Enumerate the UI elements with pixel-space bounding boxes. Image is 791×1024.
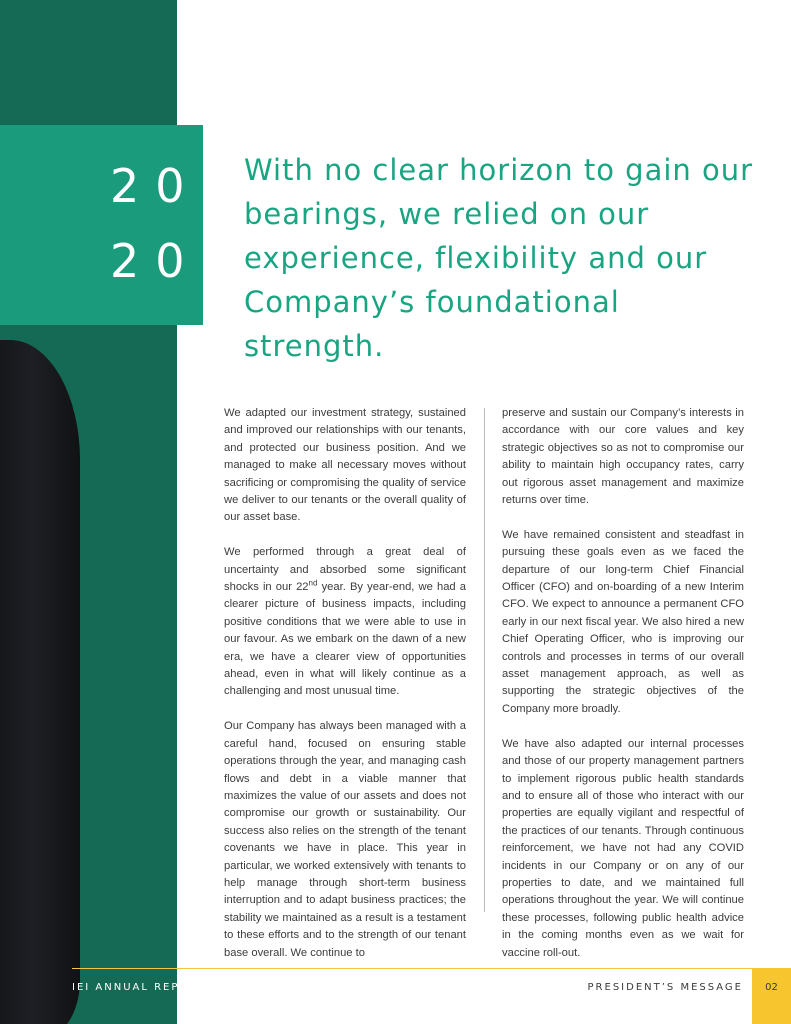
right-paragraph-3: We have also adapted our internal processes and those of our property management partners to implement rigorous public health standards and to ensure all of those who interact with our properties are equally vigilant and respectful of the practices of our tenants. Through continuous reinforcement, we have not had any COVID incidents in our Company or on any of our properties to date, and we maintained full operations throughout the year. We will continue these processes, following public health advice in the coming months even as we wait for vaccine roll-out. [502, 737, 744, 959]
page-number: 02 [765, 982, 778, 993]
ordinal-suffix: nd [308, 578, 318, 588]
right-column [502, 405, 744, 979]
left-paragraph-2-start: We performed through a great deal of uncertainty and absorbed some significant shocks in our 22 [224, 546, 466, 594]
left-paragraph-2 [224, 544, 466, 701]
left-paragraph-3: Our Company has always been managed with a careful hand, focused on ensuring stable operations through the year, and managing cash flows and debt in a viable manner that maximizes the value of our assets and does not compromise our growth or sustainability. Our success also relies on the strength of the tenant covenants we have in place. This year in particular, we worked extensively with tenants to help manage through short-term business interruption and to adapt business practices; the stability we maintained as a result is a testament to these efforts and to the strength of our tenant base overall. We continue to [224, 720, 466, 959]
year-line-1: 20 [110, 159, 201, 213]
year-line-2: 20 [110, 234, 201, 288]
left-paragraph-1: We adapted our investment strategy, sustained and improved our relationships with our tenants, and protected our business position. And we managed to make all necessary moves without sacrificing or compromising the quality of service we deliver to our tenants or the overall quality of our asset base. [224, 407, 466, 524]
left-column [224, 405, 466, 979]
column-divider [484, 408, 485, 912]
page-number-box [752, 968, 791, 1024]
footer-rule [72, 968, 752, 969]
right-paragraph-2: We have remained consistent and steadfast in pursuing these goals even as we faced the departure of our long-term Chief Financial Officer (CFO) and on-boarding of a new Interim CFO. We expect to announce a permanent CFO early in our next fiscal year. We also hired a new Chief Operating Officer, who is improving our controls and processes in terms of our overall asset management approach, as well as supporting the strategic objectives of the Company more broadly. [502, 528, 744, 715]
footer-section-title: PRESIDENT’S MESSAGE [587, 982, 743, 993]
left-paragraph-2-end: year. By year-end, we had a clearer picture of business impacts, including positive conditions that we were able to use in our favour. As we embark on the dawn of a new era, we have a clearer view of opportunities ahead, even in what will likely continue as a challenging and most unusual time. [224, 581, 466, 698]
right-paragraph-1: preserve and sustain our Company’s interests in accordance with our core values and key strategic objectives so as not to compromise our ability to maintain high occupancy rates, carry out rigorous asset management and maximize returns over time. [502, 407, 744, 507]
portrait-photo [0, 340, 80, 1024]
footer-report-title: IEI ANNUAL REPORT 2020 [72, 982, 245, 993]
headline-quote: With no clear horizon to gain our bearings, we relied on our experience, flexibility and our Company’s foundational strength. [244, 153, 754, 363]
year-block [0, 125, 203, 325]
